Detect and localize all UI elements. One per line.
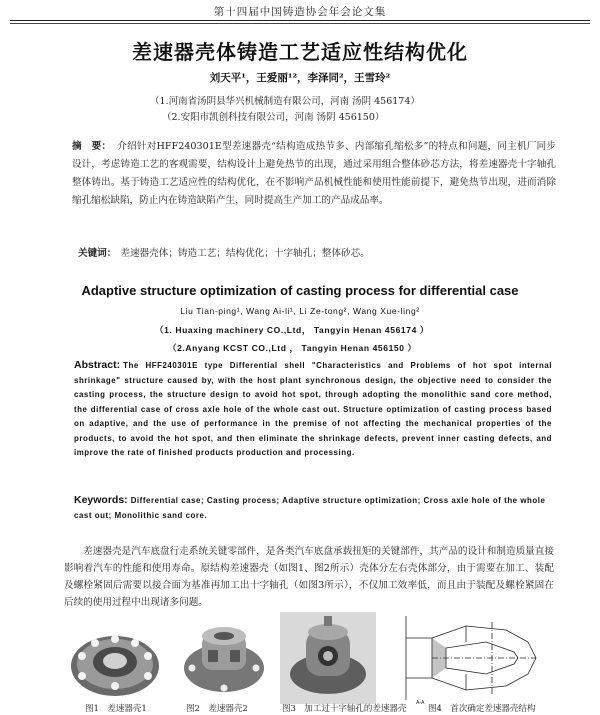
- english-abstract-label: Abstract:: [74, 359, 121, 371]
- chinese-affiliation-2: （2.安阳市凯创科技有限公司，河南 汤阴 456150）: [162, 112, 385, 123]
- chinese-keywords-text: 差速器壳体；铸造工艺；结构优化；十字轴孔；整体砂芯。: [120, 248, 370, 259]
- chinese-abstract: [72, 138, 556, 210]
- chinese-abstract-label: 摘 要：: [72, 141, 112, 152]
- figure-3-caption: 图3 加工过十字轴孔的差速器壳: [282, 704, 407, 714]
- english-abstract-text: The HFF240301E type Differential shell "Characteristics and Problems of hot spot internal shrinkage" structure caused by, with the host plant synchronous design, the objective need to consider the casting process, the structure design to avoid hot spot, through adopting the monolithic sand core method, the differential case of cross axle hole of the whole cast out. Structure optimization of casting process based on adaptive, and the use of performance in the premise of not affecting the mechanical properties of the products, to avoid the hot spot, and then eliminate the shrinkage defects, prevent inner casting defects, and improve the rate of finished products production and processing.: [74, 361, 552, 457]
- english-keywords: [74, 493, 552, 523]
- chinese-keywords: [78, 245, 370, 259]
- figure-4-section-label: A-A: [416, 700, 425, 706]
- english-affiliation-2: （2.Anyang KCST CO.,Ltd ， Tangyin Henan 456150 ）: [168, 343, 417, 353]
- figure-2-caption: 图2 差速器壳2: [186, 704, 248, 714]
- chinese-abstract-text: 介绍针对HFF240301E型差速器壳“结构造成热节多、内部缩孔缩松多”的特点和问题，同主机厂同步设计，考虑铸造工艺的客观需要，结构设计上避免热节的出现，通过采用组合整体砂芯方法，将差速器壳十字轴孔整体铸出。基于铸造工艺适应性的结构优化，在不影响产品机械性能和使用性能前提下，避免热节出现，进而消除缩孔缩松缺陷，防止内在铸造缺陷产生，同时提高生产加工的产品成品率。: [72, 141, 556, 206]
- figure-3-machined-case-photo: [280, 612, 376, 704]
- header-rule: [10, 20, 590, 21]
- chinese-title: 差速器壳体铸造工艺适应性结构优化: [132, 40, 468, 64]
- running-head: 第十四届中国铸造协会年会论文集: [213, 6, 387, 18]
- english-keywords-label: Keywords:: [74, 494, 128, 506]
- english-authors: Liu Tian-ping¹, Wang Ai-li¹, Li Ze-tong², Wang Xue-ling²: [180, 306, 420, 316]
- figure-1-caption: 图1 差速器壳1: [85, 704, 147, 714]
- english-title: Adaptive structure optimization of casting process for differential case: [81, 283, 519, 298]
- english-keywords-text: Differential case; Casting process; Adaptive structure optimization; Cross axle hole of the whole cast out; Monolithic sand core.: [74, 496, 546, 520]
- english-affiliation-1: （1. Huaxing machinery CO.,Ltd， Tangyin Henan 456174 ）: [155, 325, 429, 335]
- figure-4-structure-drawing: [396, 608, 546, 706]
- chinese-keywords-label: 关键词：: [78, 248, 117, 259]
- body-paragraph: 差速器壳是汽车底盘行走系统关键零部件，是各类汽车底盘承载扭矩的关键部件，其产品的设计和制造质量直接影响着汽车的性能和使用寿命。原结构差速器壳（如图1、图2所示）壳体分左右壳体部分，由于需要在加工、装配及螺栓紧固后需要以接合面为基准再加工出十字轴孔（如图3所示），不仅加工效率低，而且由于装配及螺栓紧固在后续的使用过程中出现诸多问题。: [64, 546, 554, 608]
- figure-2-differential-case-photo: [178, 620, 270, 700]
- figure-4-caption: 图4 首次确定差速器壳结构: [428, 704, 536, 714]
- english-abstract: [74, 358, 552, 461]
- header-rule-thin: [10, 23, 590, 24]
- figure-1-differential-case-photo: [60, 626, 170, 700]
- chinese-affiliation-1: （1.河南省汤阴县华兴机械制造有限公司，河南 汤阴 456174）: [150, 96, 420, 107]
- chinese-authors: 刘天平¹，王爱丽¹²，李泽同²，王雪玲²: [209, 72, 391, 84]
